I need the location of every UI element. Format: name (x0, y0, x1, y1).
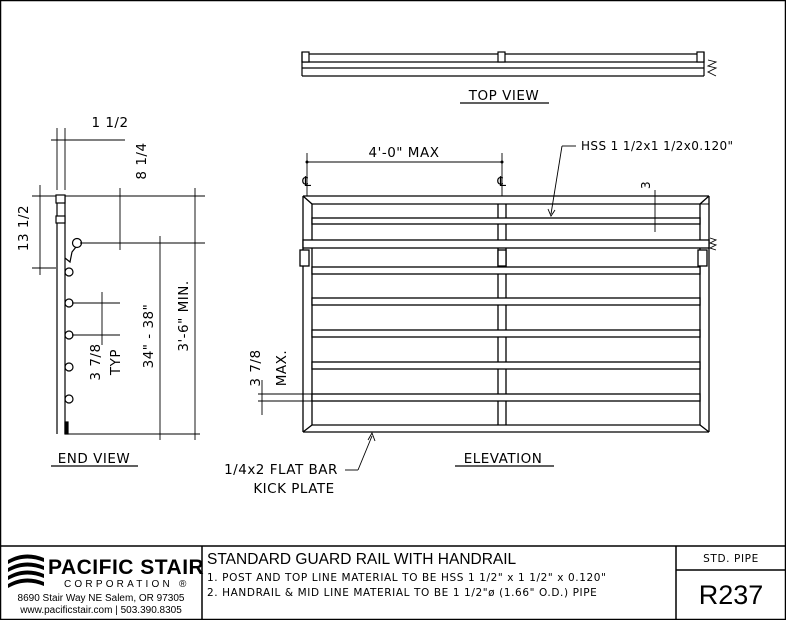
end-view (56, 195, 82, 434)
post-spacing-label: 4'-0" MAX (368, 145, 440, 161)
picket-spacing-label: 3 7/8 (88, 343, 104, 381)
hss-leader (548, 146, 576, 216)
typ-label: TYP (108, 348, 124, 376)
company-contact: www.pacificstair.com | 503.390.8305 (20, 605, 182, 616)
drawing-number: R237 (698, 580, 764, 610)
top-view (302, 52, 716, 76)
category-label: STD. PIPE (703, 553, 759, 565)
company-logo-icon (8, 554, 44, 588)
elev-spacing-label: 3 7/8 (248, 349, 264, 387)
note-1: 1. POST AND TOP LINE MATERIAL TO BE HSS 1 1/2" x 1 1/2" x 0.120" (207, 572, 607, 584)
elev-max-label: MAX. (274, 349, 290, 387)
company-name: PACIFIC STAIR (48, 556, 205, 579)
end-view-label: END VIEW (57, 451, 131, 467)
kick-plate-line2: KICK PLATE (253, 481, 335, 497)
elevation-label: ELEVATION (463, 451, 543, 467)
top-offset-label: 8 1/4 (134, 142, 150, 180)
centerline-symbol-mid: ℄ (497, 174, 507, 190)
company-sub: CORPORATION (64, 579, 173, 590)
hss-callout: HSS 1 1/2x1 1/2x0.120" (581, 139, 734, 153)
guard-height-label: 3'-6" MIN. (176, 280, 192, 352)
sheet-border (1, 1, 786, 620)
handrail-height-label: 34" - 38" (141, 303, 157, 369)
company-address: 8690 Stair Way NE Salem, OR 97305 (17, 593, 185, 604)
drawing-title: STANDARD GUARD RAIL WITH HANDRAIL (207, 551, 517, 568)
elevation-view (300, 196, 716, 432)
kick-plate-line1: 1/4x2 FLAT BAR (224, 462, 338, 478)
registered-mark: ® (179, 579, 187, 590)
note-2: 2. HANDRAIL & MID LINE MATERIAL TO BE 1 1/2"ø (1.66" O.D.) PIPE (207, 587, 598, 599)
top-gap-label: 3 (639, 180, 653, 190)
top-view-label: TOP VIEW (468, 88, 540, 104)
kick-plate-leader (345, 433, 375, 470)
centerline-symbol-left: ℄ (302, 174, 312, 190)
post-width-label: 1 1/2 (91, 115, 129, 131)
handrail-drop-label: 13 1/2 (16, 204, 32, 252)
